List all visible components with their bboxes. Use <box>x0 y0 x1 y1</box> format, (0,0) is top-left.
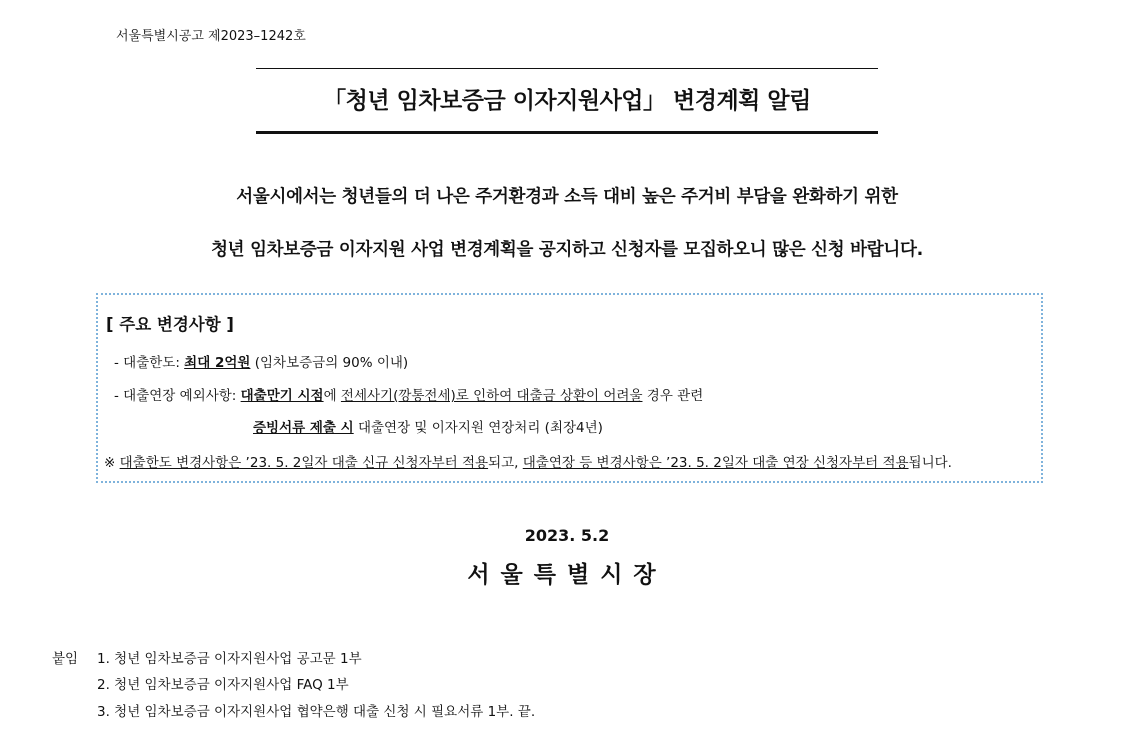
issuer-name: 서울특별시장 <box>467 562 667 588</box>
documents-line <box>253 416 603 436</box>
footnote-mark: ※ <box>104 455 120 471</box>
footnote-part-2: 되고, <box>488 455 523 471</box>
extension-prefix: - 대출연장 예외사항: <box>114 388 241 404</box>
extension-cause: 전세사기(깡통전세)로 인하여 대출금 상환이 어려울 <box>340 388 643 404</box>
notice-date: 2023. 5.2 <box>524 526 610 545</box>
loan-limit-prefix: - 대출한도: <box>114 355 185 371</box>
loan-limit-amount: 최대 2억원 <box>184 355 251 371</box>
loan-limit-line <box>114 351 408 371</box>
extension-term: 대출만기 시점 <box>240 388 324 404</box>
intro-line-1: 서울시에서는 청년들의 더 나은 주거환경과 소득 대비 높은 주거비 부담을 완화하기 위한 <box>236 187 898 207</box>
notice-number: 서울특별시공고 제2023–1242호 <box>116 29 306 44</box>
documents-condition: 증빙서류 제출 시 <box>253 420 354 436</box>
extension-suffix: 경우 관련 <box>642 388 704 404</box>
footnote-line <box>104 451 952 471</box>
attachment-item: 2. 청년 임차보증금 이자지원사업 FAQ 1부 <box>97 677 349 693</box>
footnote-part-1: 대출한도 변경사항은 ’23. 5. 2일자 대출 신규 신청자부터 적용 <box>119 455 489 471</box>
documents-result: 대출연장 및 이자지원 연장처리 (최장4년) <box>353 420 603 436</box>
extension-line <box>114 384 703 404</box>
footnote-part-3: 대출연장 등 변경사항은 ’23. 5. 2일자 대출 연장 신청자부터 적용 <box>522 455 909 471</box>
title-top-rule <box>256 68 878 69</box>
loan-limit-note: (임차보증금의 90% 이내) <box>250 355 409 371</box>
extension-particle: 에 <box>323 388 341 404</box>
attachments-label: 붙임 <box>52 651 79 667</box>
footnote-part-4: 됩니다. <box>908 455 952 471</box>
attachment-item: 1. 청년 임차보증금 이자지원사업 공고문 1부 <box>97 651 362 667</box>
attachment-item: 3. 청년 임차보증금 이자지원사업 협약은행 대출 신청 시 필요서류 1부. 끝. <box>97 704 536 720</box>
title-bottom-rule <box>256 131 878 134</box>
document-title: 「청년 임차보증금 이자지원사업」 변경계획 알림 <box>323 88 811 114</box>
changes-heading: [ 주요 변경사항 ] <box>106 315 234 334</box>
intro-line-2: 청년 임차보증금 이자지원 사업 변경계획을 공지하고 신청자를 모집하오니 많은 신청 바랍니다. <box>211 240 923 260</box>
